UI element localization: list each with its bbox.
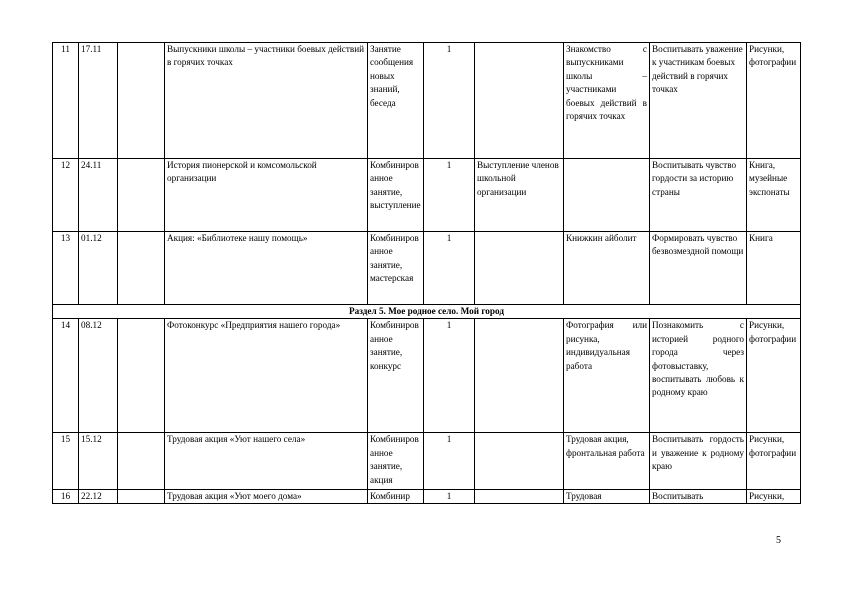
row-hours: 1 <box>424 43 475 159</box>
row-material-cell <box>564 490 650 504</box>
row-goal-cell <box>650 490 747 504</box>
row-hours: 1 <box>424 159 475 232</box>
row-activity <box>475 43 564 159</box>
row-goal: Воспитывать чувство гордости за историю страны <box>650 159 747 232</box>
row-form-cell <box>368 490 424 504</box>
row-form: Комбинированное занятие, акция <box>368 433 424 490</box>
lesson-plan-table <box>52 42 801 504</box>
row-activity <box>475 433 564 490</box>
row-topic-cell <box>165 490 368 504</box>
row-goal: Формировать чувство безвозмездной помощи <box>650 232 747 305</box>
row-result: Книга <box>747 232 801 305</box>
row-activity <box>475 319 564 433</box>
row-material: Книжкин айболит <box>564 232 650 305</box>
row-topic: Фотоконкурс «Предприятия нашего города» <box>165 319 368 433</box>
row-result: Рисунки, фотографии <box>747 433 801 490</box>
row-fact-date <box>118 232 165 305</box>
row-hours-cell <box>424 490 475 504</box>
row-number: 16 <box>60 491 71 502</box>
row-result: Рисунки, <box>749 491 785 502</box>
row-date: 01.12 <box>79 232 118 305</box>
row-date: 22.12 <box>81 491 102 502</box>
table-row <box>53 43 801 159</box>
row-number: 13 <box>53 232 79 305</box>
row-topic: Акция: «Библиотеке нашу помощь» <box>165 232 368 305</box>
row-form: Комбинированное занятие, конкурс <box>368 319 424 433</box>
row-fact-date <box>118 43 165 159</box>
table-row <box>53 433 801 490</box>
section-header-row <box>53 305 801 319</box>
row-form: Занятие сообщения новых знаний, беседа <box>368 43 424 159</box>
row-result-cell <box>747 490 801 504</box>
row-goal: Познакомить с историей родного города через фотовыставку, воспитывать любовь к родному краю <box>650 319 747 433</box>
row-result: Рисунки, фотографии <box>747 319 801 433</box>
row-material: Фотография или рисунка, индивидуальная работа <box>564 319 650 433</box>
row-hours: 1 <box>424 433 475 490</box>
row-topic: Трудовая акция «Уют моего дома» <box>167 491 302 502</box>
row-number: 11 <box>53 43 79 159</box>
row-hours: 1 <box>424 319 475 433</box>
row-material: Трудовая <box>566 491 602 502</box>
table-row <box>53 490 801 504</box>
row-goal: Воспитывать гордость и уважение к родному краю <box>650 433 747 490</box>
row-activity <box>477 490 561 503</box>
row-number: 12 <box>53 159 79 232</box>
row-fact-date <box>120 490 162 503</box>
row-activity-cell <box>475 490 564 504</box>
row-number-cell <box>53 490 79 504</box>
row-result: Рисунки, фотографии <box>747 43 801 159</box>
row-activity: Выступление членов школьной организации <box>475 159 564 232</box>
row-material <box>564 159 650 232</box>
row-fact-date <box>118 159 165 232</box>
row-number: 14 <box>53 319 79 433</box>
row-topic: История пионерской и комсомольской организации <box>165 159 368 232</box>
row-fact-date <box>118 319 165 433</box>
row-date: 24.11 <box>79 159 118 232</box>
row-goal: Воспитывать уважение к участникам боевых действий в горячих точках <box>650 43 747 159</box>
row-form: Комбинированное занятие, мастерская <box>368 232 424 305</box>
table-row <box>53 319 801 433</box>
row-fact-date <box>118 433 165 490</box>
row-goal: Воспитывать <box>652 491 704 502</box>
table-row <box>53 232 801 305</box>
row-date: 17.11 <box>79 43 118 159</box>
row-activity <box>475 232 564 305</box>
page-number: 5 <box>776 535 781 546</box>
row-date: 08.12 <box>79 319 118 433</box>
row-result: Книга, музейные экспонаты <box>747 159 801 232</box>
row-form: Комбинированное занятие, выступление <box>368 159 424 232</box>
row-date: 15.12 <box>79 433 118 490</box>
row-number: 15 <box>53 433 79 490</box>
row-hours: 1 <box>424 232 475 305</box>
row-material: Знакомство с выпускниками школы – участниками боевых действий в горячих точках <box>564 43 650 159</box>
table-row <box>53 159 801 232</box>
row-topic: Выпускники школы – участники боевых действий в горячих точках <box>165 43 368 159</box>
row-topic: Трудовая акция «Уют нашего села» <box>165 433 368 490</box>
row-fact-date-cell <box>118 490 165 504</box>
row-hours: 1 <box>446 491 452 502</box>
row-material: Трудовая акция, фронтальная работа <box>564 433 650 490</box>
row-date-cell <box>79 490 118 504</box>
row-form: Комбинир <box>370 491 410 502</box>
section-title: Раздел 5. Мое родное село. Мой город <box>53 305 801 319</box>
